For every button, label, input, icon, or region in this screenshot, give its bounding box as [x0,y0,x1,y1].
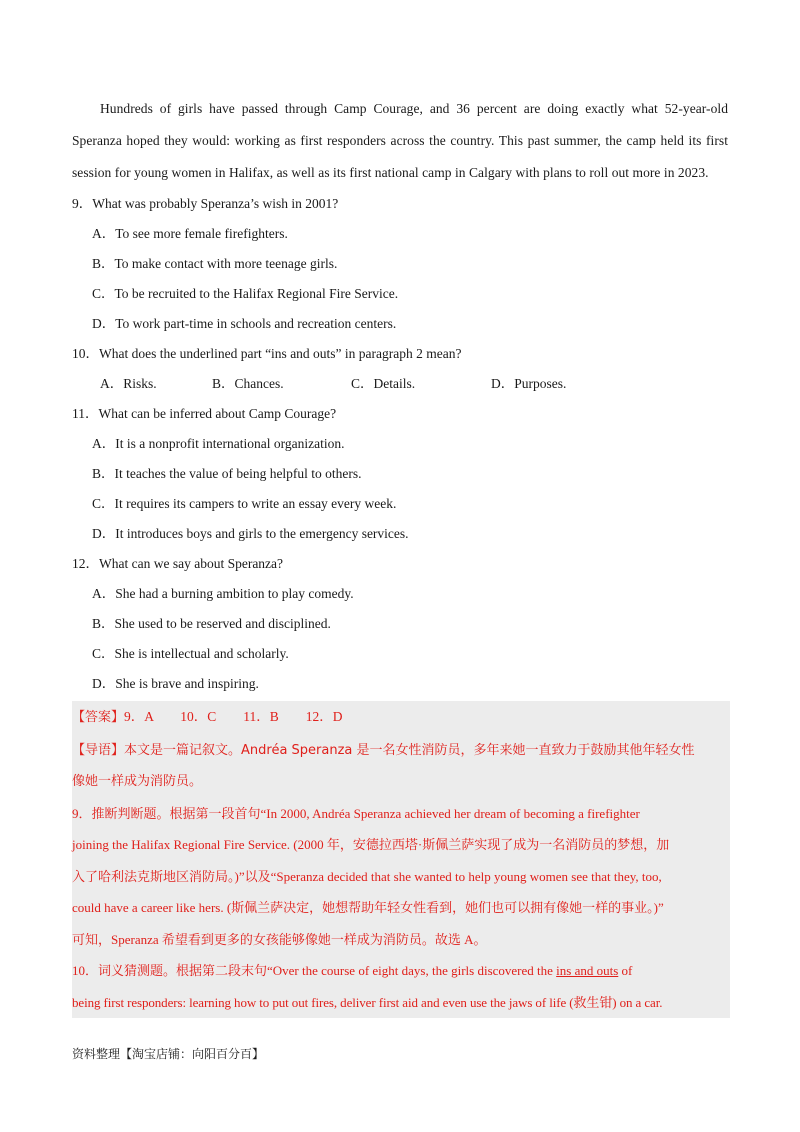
option-c: C．She is intellectual and scholarly. [92,646,289,661]
explanation-10-line-2: being first responders: learning how to put out fires, deliver first aid and even use the jaws of life (救生钳) on a car. [72,994,663,1010]
option-c: C．It requires its campers to write an essay every week. [92,496,397,511]
guide-text-1: 本文是一篇记叙文。Andréa Speranza 是一名女性消防员，多年来她一直致力于鼓励其他年轻女性 [124,742,695,758]
question-11 [72,399,728,549]
guide-label: 【导语】 [72,742,125,758]
answer-key [72,701,730,734]
option-b: B．Chances. [212,376,284,391]
option-b: B．She used to be reserved and disciplined. [92,616,331,631]
options-row [72,369,728,399]
underlined-phrase: ins and outs [556,963,619,978]
passage-paragraph: Hundreds of girls have passed through Camp Courage, and 36 percent are doing exactly what 52-year-old Speranza hoped they would: working as first responders across the country. This past summer, the camp held its first session for young women in Halifax, as well as its first national camp in Calgary with plans to roll out more in 2023. [72,101,728,180]
guide-line-2: 像她一样成为消防员。 [72,774,203,789]
explanation-9-line-2: joining the Halifax Regional Fire Service. (2000 年，安德拉西塔·斯佩兰萨实现了成为一名消防员的梦想，加 [72,837,670,852]
option-d: D．It introduces boys and girls to the emergency services. [92,526,409,541]
option-b: B．To make contact with more teenage girls. [92,256,338,271]
option-a: A．To see more female firefighters. [92,226,288,241]
explanation-10-line-1 [72,955,730,987]
answer-key-values: 9．A 10．C 11．B 12．D [124,709,343,724]
question-stem: 9．What was probably Speranza’s wish in 2001? [72,196,339,211]
question-stem: 10．What does the underlined part “ins and outs” in paragraph 2 mean? [72,346,462,361]
option-a: A．She had a burning ambition to play comedy. [92,586,354,601]
option-b: B．It teaches the value of being helpful to others. [92,466,362,481]
option-a: A．It is a nonprofit international organization. [92,436,345,451]
question-10 [72,339,728,399]
explanation-9-line-4: could have a career like hers. (斯佩兰萨决定，她想帮助年轻女性看到，她们也可以拥有像她一样的事业。)” [72,900,664,915]
guide-line-1 [72,734,730,767]
option-a: A．Risks. [100,376,157,391]
explanation-9-line-5: 可知，Speranza 希望看到更多的女孩能够像她一样成为消防员。故选 A。 [72,931,487,947]
option-d: D．She is brave and inspiring. [92,676,259,691]
option-c: C．Details. [351,376,416,391]
answer-explanation-box [72,701,730,1018]
option-d: D．Purposes. [491,376,567,391]
explanation-9-line-1: 9．推断判断题。根据第一段首句“In 2000, Andréa Speranza achieved her dream of becoming a firefighter [72,805,640,821]
option-c: C．To be recruited to the Halifax Regional Fire Service. [92,286,399,301]
explanation-10-text-a: 10．词义猜测题。根据第二段末句“Over the course of eight days, the girls discovered the [72,963,557,978]
page-footer: 资料整理【淘宝店铺：向阳百分百】 [72,1047,265,1061]
question-stem: 11．What can be inferred about Camp Courage? [72,406,337,421]
question-9 [72,189,728,339]
document-page [72,93,728,1018]
explanation-9-line-3: 入了哈利法克斯地区消防局。)”以及“Speranza decided that she wanted to help young women see that they, too, [72,868,662,884]
question-12 [72,549,728,699]
answer-key-label: 【答案】 [72,710,125,725]
option-d: D．To work part-time in schools and recreation centers. [92,316,397,331]
question-stem: 12．What can we say about Speranza? [72,556,284,571]
explanation-10-text-b: of [618,963,633,978]
